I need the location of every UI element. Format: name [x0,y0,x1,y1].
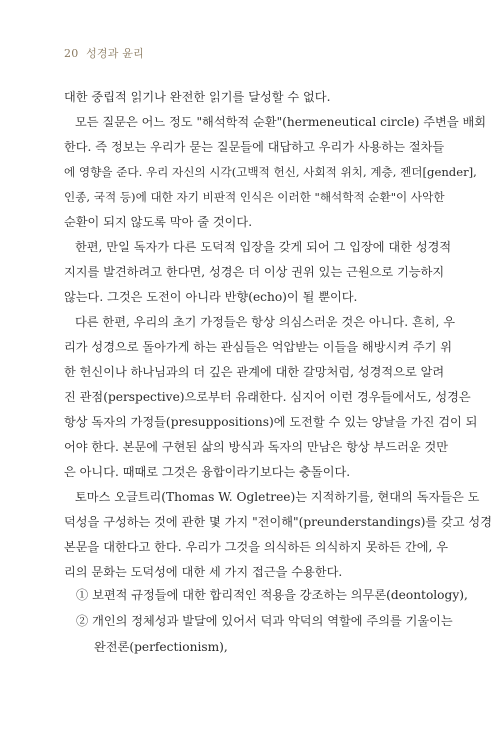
text-line: 항상 독자의 가정들(presuppositions)에 도전할 수 있는 양날을 가진 검이 되 [64,415,478,429]
body-text [64,85,492,585]
list-marker: ② [76,614,89,628]
text-line: 않는다. 그것은 도전이 아니라 반향(echo)이 될 뿐이다. [64,290,358,304]
list-item [76,582,468,608]
text-line: 어야 한다. 본문에 구현된 삶의 방식과 독자의 만남은 항상 부드러운 것만 [64,440,449,454]
text-line: 리의 문화는 도덕성에 대한 세 가지 접근을 수용한다. [64,565,343,579]
text-line: 다른 한편, 우리의 초기 가정들은 항상 의심스러운 것은 아니다. 흔히, 우 [75,315,456,329]
list-item-text: 개인의 정체성과 발달에 있어서 덕과 악덕의 역할에 주의를 기울이는 [92,614,453,628]
text-line: 토마스 오글트리(Thomas W. Ogletree)는 지적하기를, 현대의 독자들은 도 [75,490,480,504]
text-line: 진 관점(perspective)으로부터 유래한다. 심지어 이런 경우들에서도, 성경은 [64,390,471,404]
paragraph [64,235,452,310]
text-line: 순환이 되지 않도록 막아 줄 것이다. [64,215,253,229]
running-header [64,45,144,61]
text-line: 본문을 대한다고 한다. 우리가 그것을 의식하든 의식하지 못하든 간에, 우 [64,540,449,554]
numbered-list [76,582,468,660]
running-title: 성경과 윤리 [86,47,144,60]
text-line: 모든 질문은 어느 정도 "해석학적 순환"(hermeneutical circle) 주변을 배회 [75,115,487,129]
list-item [76,608,453,634]
paragraph [64,485,492,585]
text-line: 은 아니다. 때때로 그것은 융합이라기보다는 충돌이다. [64,465,351,479]
text-line: 한다. 즉 정보는 우리가 묻는 질문들에 대답하고 우리가 사용하는 절차들 [64,140,445,154]
text-line: 덕성을 구성하는 것에 관한 몇 가지 "전이해"(preunderstandings)를 갖고 성경 [64,515,492,529]
text-line: 대한 중립적 읽기나 완전한 읽기를 달성할 수 없다. [64,90,331,104]
paragraph [64,310,478,485]
paragraph [64,85,436,110]
list-marker: ① [76,588,89,602]
page-number: 20 [64,47,79,60]
text-line: 에 영향을 준다. 우리 자신의 시각(고백적 헌신, 사회적 위치, 계층, 젠더[gender], [64,165,477,179]
paragraph [64,110,487,235]
list-item-continuation: 완전론(perfectionism), [94,640,228,654]
text-line: 지지를 발견하려고 한다면, 성경은 더 이상 권위 있는 근원으로 기능하지 [64,265,445,279]
text-line: 한편, 만일 독자가 다른 도덕적 입장을 갖게 되어 그 입장에 대한 성경적 [75,240,452,254]
list-item-text: 보편적 규정들에 대한 합리적인 적용을 강조하는 의무론(deontology), [92,588,468,602]
text-line: 한 헌신이나 하나님과의 더 깊은 관계에 대한 갈망처럼, 성경적으로 알려 [64,365,445,379]
text-line: 리가 성경으로 돌아가게 하는 관심들은 억압받는 이들을 해방시켜 주기 위 [64,340,453,354]
text-line: 인종, 국적 등)에 대한 자기 비판적 인식은 이러한 "해석학적 순환"이 사악한 [64,190,445,204]
